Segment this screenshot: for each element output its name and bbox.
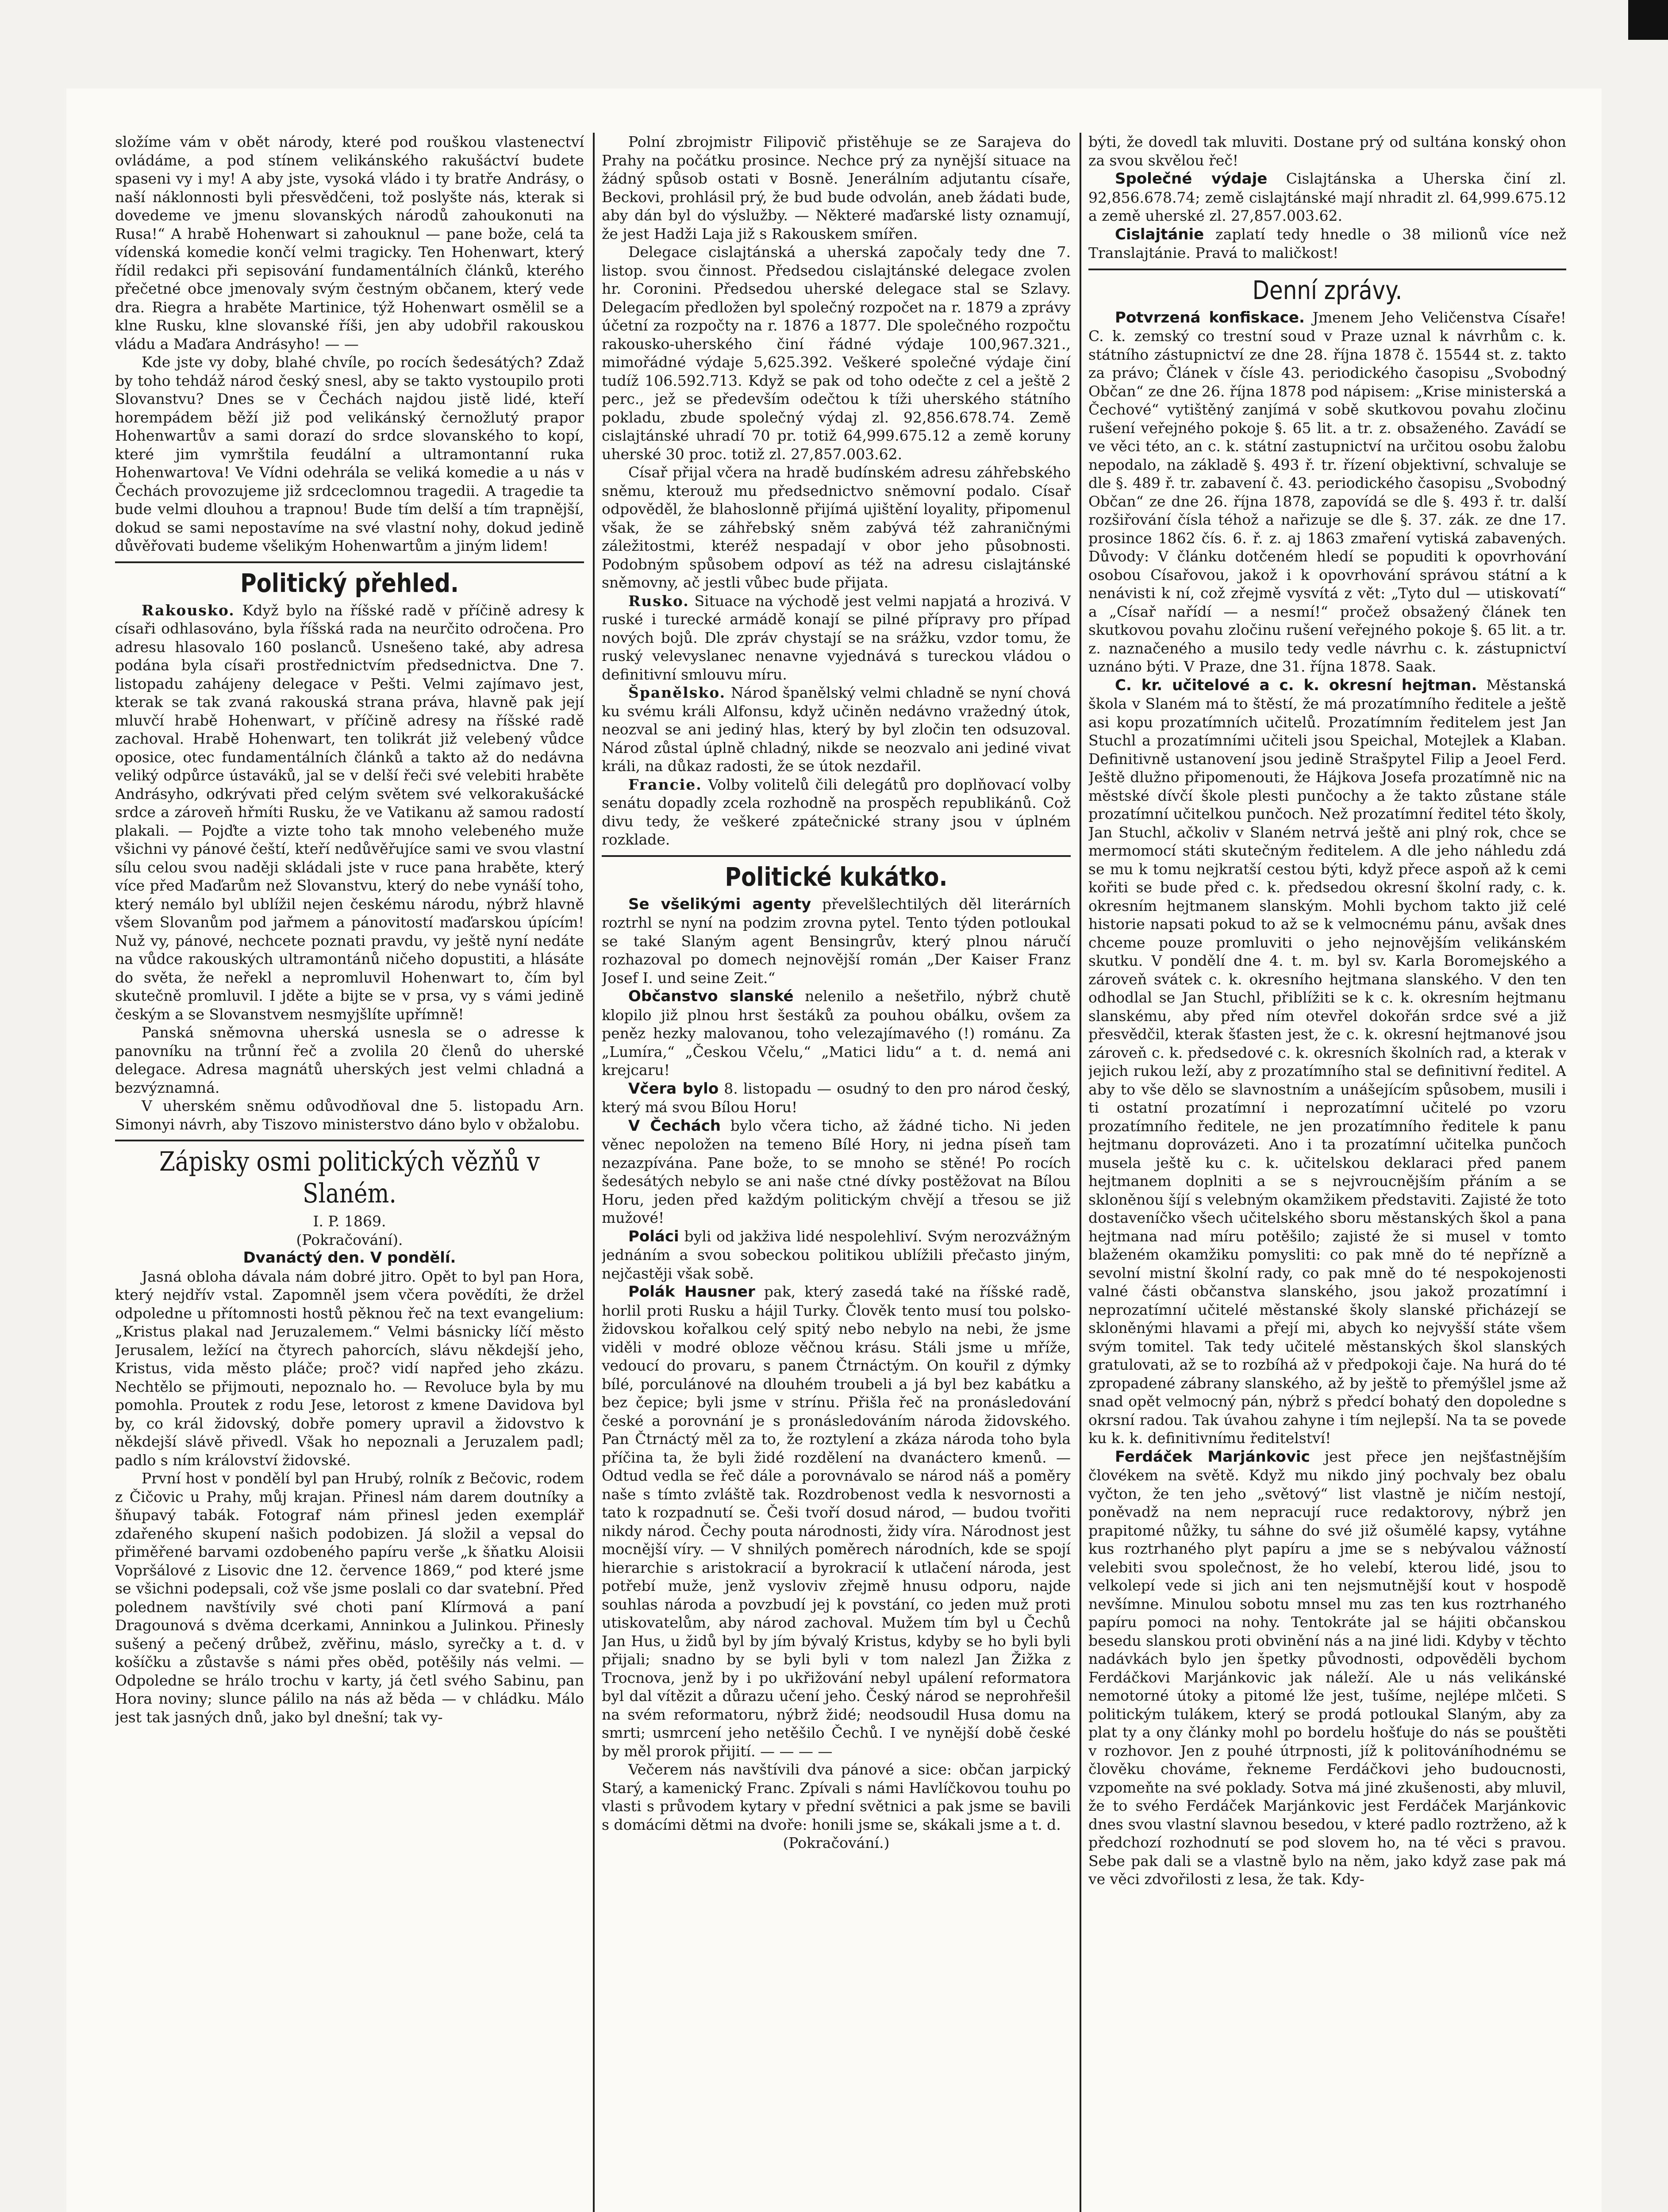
article-text: Situace na východě jest velmi napjatá a hrozivá. V ruské i turecké armádě konají se pilné přípravy pro případ nových bojů. Dle zpráv chystají se na srážku, vzdor tomu, že ruský velevyslanec nenavne vyjednává s tureckou vládou o definitivní smlouvu míru. (602, 592, 1071, 683)
item-lead: Poláci (628, 1227, 679, 1245)
article-text: zaplatí tedy hnedle o 38 milionů více než Translajtánie. Pravá to maličkost! (1088, 225, 1566, 261)
section-label-francie: Francie. (628, 776, 702, 793)
article-text: převelšlechtilých děl literárních roztrhl se nyní na podzim zrovna pytel. Tento týden potloukal se také Slaným agent Bensingrův, který plnou náručí rozhazoval po domech nejnovější román „Der Kaiser Franz Josef I. und seine Zeit.“ (602, 895, 1071, 987)
section-heading-daily-news: Denní zprávy. (1252, 275, 1403, 305)
subheading-continued: (Pokračování). (296, 1231, 403, 1248)
column-1 (115, 133, 584, 2212)
article-text: Volby volitelů čili delegátů pro doplňovací volby senátu dopadly zcela rozhodně na prospěch republikánů. Což divu tedy, že veškeré zpátečnické strany jsou v úplném rozklade. (602, 776, 1071, 848)
section-heading-political-peepshow: Politické kukátko. (725, 861, 948, 892)
newspaper-page (66, 88, 1602, 2212)
article-text: Císař přijal včera na hradě budínském adresu záhřebského sněmu, kterouž mu předsednictvo sněmovní podalo. Císař odpověděl, že blahoslonně přijímá ujištění loyality, připomenul však, že se záhřebský sněm zabývá též zahraničnými záležitostmi, kteréž nespadají v obor jeho působnosti. Podobným spůsobem odpoví as též na adresu cislajtánské sněmovny, ač jestli vůbec bude přijata. (602, 464, 1071, 591)
divider (1088, 269, 1566, 270)
article-text: 8. listopadu — osudný to den pro národ český, který má svou Bílou Horu! (602, 1079, 1071, 1116)
item-lead: Včera bylo (628, 1079, 719, 1098)
article-text: byli od jakživa lidé nespolehliví. Svým nerozvážným jednáním a svou sobeckou politikou ublížili přečasto jiným, nejčastěji však sobě. (602, 1227, 1071, 1282)
article-text: Když bylo na říšské radě v příčině adresy k císaři odhlasováno, byla říšská rada na neurčito odročena. Pro adresu hlasovalo 160 poslanců. Usnešeno také, aby adresa podána byla císaři prostřednictvím předsednictva. Dne 7. listopadu zahájeny delegace v Pešti. Velmi zajímavo jest, kterak se tak zvaná rakouská strana práva, hlavně pak její mluvčí hrabě Hohenwart, v příčině adresy na říšské radě zachoval. Hrabě Hohenwart, ten tolikrát již velebený vůdce oposice, otec fundamentálních článků a takto až do nedávna veliký odpůrce ústaváků, jal se v delší řeči své velebiti hraběte Andrásyho, odkrývati před celým světem své velkorakušácké srdce a zároveň hřmíti Rusku, že ve Vatikanu až samou radostí plakali. — Pojďte a vizte toho tak mnoho velebeného muže všichni vy pánové čeští, kteří nedůvěřujíce sami ve svou vlastní sílu celou svou naději skládali jste v ruce pana hraběte, který více před Maďarům než Slovanstvu, který do nebe vynáší toho, který nemálo byl ublížil nejen českému národu, nýbrž hlavně všem Slovanům pod jařmem a pánovitostí maďarskou úpícím! Nuž vy, pánové, nechcete poznati pravdu, vy ještě nyní nedáte na vůdce rakouských ultramontánů ničeho dopustiti, a hlásáte do světa, že neřekl a nepromluvil Hohenwart to, čím byl skutečně promluvil. I jděte a bijte se v prsa, vy s vámi jedině českým a se Slovanstvem nesmyjšlíte upřímně! (115, 601, 584, 1023)
article-text: Cislajtánska a Uherska činí zl. 92,856.678.74; země cislajtánské mají nhradit zl. 64,999.675.12 a země uherské zl. 27,857.003.62. (1088, 170, 1566, 224)
continued-note: (Pokračování.) (783, 1834, 890, 1851)
section-heading-political-overview: Politický přehled. (240, 568, 459, 598)
item-lead: Společné výdaje (1115, 170, 1268, 188)
divider (602, 855, 1071, 857)
subheading-day: Dvanáctý den. V pondělí. (243, 1249, 456, 1267)
article-text: nelenilo a nešetřilo, nýbrž chutě klopilo již plnou hrst šestáků za pouhou obálku, ovšem za peněz hezky malovanou, toho velezajímavého (!) románu. Za „Lumíra,“ „Českou Včelu,“ „Matici lidu“ a t. d. nemá ani krejcaru! (602, 987, 1071, 1079)
item-lead: Cislajtánie (1115, 225, 1204, 243)
item-lead: C. kr. učitelové a c. k. okresní hejtman. (1115, 676, 1477, 694)
item-lead: V Čechách (628, 1117, 721, 1135)
article-text: První host v pondělí byl pan Hrubý, rolník z Bečovic, rodem z Čičovic u Prahy, můj krajan. Přinesl nám darem doutníky a šňupavý tabák. Fotograf nám přinesl jeden exemplář zdařeného skupení našich podobizen. Já složil a vepsal do přiměřené barvami ozdobeného papíru verše „k šňatku Aloisii Vopršálové z Lisovic dne 12. července 1869,“ pod které jsme se všichni podepsali, což vše jsme poslali co dar svatební. Před polednem navštívily své choti paní Klírmová a paní Dragounová s dvěma dcerkami, Anninkou a Julinkou. Přinesly sušený a pečený drůbež, zvěřinu, máslo, syrečky a t. d. v košíčku a zůstavše s námi přes oběd, potěšily nás velmi. — Odpoledne se hrálo trochu v karty, já četl svého Sabinu, pan Hora noviny; slunce pálilo na nás až běda — v chládku. Málo jest tak jasných dnů, jako byl dnešní; tak vy- (115, 1470, 584, 1726)
column-rule (593, 133, 595, 2212)
article-text: Panská sněmovna uherská usnesla se o adresse k panovníku na trůnní řeč a zvolila 20 členů do uherské delegace. Adresa magnátů uherských jest velmi chladná a bezvýznamná. (115, 1024, 584, 1096)
item-lead: Občanstvo slanské (628, 987, 794, 1005)
article-text: Kde jste vy doby, blahé chvíle, po rocích šedesátých? Zdaž by toho tehdáž národ český snesl, aby se takto vystoupilo proti Slovanstvu? Dnes se v Čechách najdou jistě lidé, kteří horempádem běží již pod velikánský černožlutý prapor Hohenwartův a sami dorazí do srdce slovanského to kopí, které jim vymrštila feudální a ultramontanní ruka Hohenwartova! Ve Vídni odehrála se veliká komedie a u nás v Čechách provozujeme již srdceclomnou tragedii. A tragedie ta bude velmi dlouhou a trapnou! Bude tím delší a tím trapnější, dokud se sami nepostavíme na své vlastní nohy, dokud jedině důvěřovati budeme všelikým Hohenwartům a jiným lidem! (115, 353, 584, 554)
item-lead: Ferdáček Marjánkovic (1115, 1448, 1310, 1466)
article-text: pak, který zasedá také na říšské radě, horlil proti Rusku a hájil Turky. Člověk tento musí tou polsko-židovskou kořalkou celý spitý nebo nebylo na nebi, že jsme viděli v modré obloze věčnou krásu. Stáli jsme u mříže, vedoucí do provaru, s panem Čtrnáctým. On kouřil z dýmky bílé, porculánové na dlouhém troubeli a já byl bez kabátku a bez čepice; byli jsme v strínu. Přišla řeč na pronásledování české a porovnání je s pronásledováním národa židovského. Pan Čtrnáctý měl za to, že roztylení a zkáza národa toho byla příčina ta, že byli židé rozdělení na dvanáctero kmenů. — Odtud vedla se řeč dále a porovnávalo se národ náš a poměry naše s tímto zvláště tak. Rozdrobenost vedla k nesvornosti a tato k rozpadnutí se. Češi tvoří dosud národ, — budou tvořiti nikdy národ. Čechy pouta národnosti, židy víra. Národnost jest mocnější víry. — V shnilých poměrech národních, kde se spojí hierarchie s aristokracií a byrokracií k utlačení národa, jest potřebí muže, jenž vysloviv zřejmě hnusu odporu, najde souhlas národa a povzbudí jej k povstání, co jeden muž proti utiskovatelům, aby národ zachoval. Mužem tím byl u Čechů Jan Hus, u židů byl by jím bývalý Kristus, kdyby se ho byli byli přijali; snadno by se byli byli v tom nalezl Jan Žižka z Trocnova, jenž by i po ukřižování nebyl upálení reformatora byl dal vítězit a důrazu učení jeho. Český národ se neprohřešil na svém reformatoru, nýbrž židé; neodsoudil Husa domu na smrti; usmrcení jeho netěšilo Čechů. I ve nynější době české by měl prorok přijití. — — — — (602, 1283, 1071, 1760)
item-lead: Se všelikými agenty (628, 895, 811, 913)
article-text: Jasná obloha dávala nám dobré jitro. Opět to byl pan Hora, který nejdřív vstal. Zapomněl jsem včera povědíti, že držel odpoledne u přítomnosti hostů pěknou řeč na text evangelium: „Kristus plakal nad Jeruzalemem.“ Velmi básnicky líčí město Jerusalem, ležící na čtyrech pahorcích, slávu někdejší jeho, Kristus, vida město pláče; proč? vidí napřed jeho zkázu. Nechtělo se přijmouti, nepoznalo ho. — Revoluce byla by mu pomohla. Proutek z rodu Jese, letorost z kmene Davidova byl by, co král židovský, dobře pomery upravil a židovstvo k někdejší slávě přivedl. Však ho nepoznali a Jeruzalem padl; padlo s ním království židovské. (115, 1267, 584, 1469)
article-text: složíme vám v obět národy, které pod rouškou vlastenectví ovládáme, a pod stínem velikánského rakušáctví budete spaseni vy i my! A aby jste, vysoká vládo i ty bratře Andrásy, o naší náklonnosti byli přesvědčeni, tož poslyšte nás, kterak si dovedeme ve jmenu slovanských národů zahoukonuti na Rusa!“ A hrabě Hohenwart si zahouknul — pane bože, celá ta vídenská komedie končí velmi tragicky. Ten Hohenwart, který řídil redakci při sepisování fundamentálních článků, kterého přečetné obce jmenovaly svým čestným občanem, který vede dra. Riegra a hraběte Martinice, týž Hohenwart osmělil se a klne Rusku, klne slovanské říši, jen aby udobřil rakouskou vládu a Maďara Andrásyho! — — (115, 133, 584, 353)
item-lead: Polák Hausner (628, 1283, 755, 1301)
article-text: Polní zbrojmistr Filipovič přistěhuje se ze Sarajeva do Prahy na počátku prosince. Nechce prý za nynější situace na žádný spůsob ostati v Bosně. Jenerálním adjutantu císaře, Beckovi, prohlásil prý, že bud bude odvolán, aneb žádati bude, aby dán byl do výslužby. — Některé maďarské listy oznamují, že jest Hadži Laja již s Rakouskem smířen. (602, 133, 1071, 242)
section-heading-prison-notes: Zápisky osmi politických vězňů v Slaném. (159, 1146, 540, 1209)
article-text: Delegace cislajtánská a uherská započaly tedy dne 7. listop. svou činnost. Předsedou cislajtánské delegace zvolen hr. Coronini. Předsedou uherské delegace stal se Szlavy. Delegacím předložen byl společný rozpočet na r. 1879 a zprávy účetní za rozpočty na r. 1876 a 1877. Dle společného rozpočtu rakousko-uherského činí řádné výdaje 100,967.321., mimořádné výdaje 5,625.392. Veškeré společné výdaje činí tudíž 106.592.713. Když se pak od toho odečte z cel a ještě 2 perc., jež se především odečtou k tíži uherského státního pokladu, zbude společný výdaj zl. 92,856.678.74. Země cislajtánské uhradí 70 pr. totiž 64,999.675.12 a země koruny uherské 30 proc. totiž zl. 27,857.003.62. (602, 243, 1071, 463)
divider (115, 561, 584, 563)
registration-mark-top-right (1628, 0, 1668, 40)
column-2 (602, 133, 1071, 2212)
subheading-year: I. P. 1869. (313, 1213, 386, 1230)
article-text: býti, že dovedl tak mluviti. Dostane prý od sultána konský ohon za svou skvělou řeč! (1088, 133, 1566, 169)
item-lead: Potvrzená konfiskace. (1115, 308, 1305, 326)
article-text: bylo včera ticho, až žádné ticho. Ni jeden věnec nepoložen na temeno Bílé Hory, ni jedna píseň tam nezazpívána. Pane bože, to se mnoho se stěné! Po rocích šedesátých nebylo se ani naše ctné dívky postěžovat na Bílou Horu, jeden před každým politickým chvějí a třesou se již mužové! (602, 1117, 1071, 1226)
article-text: Večerem nás navštívili dva pánové a sice: občan jarpický Starý, a kamenický Franc. Zpívali s námi Havlíčkovou touhu po vlasti s průvodem kytary v přední světnici a pak jsme se bavili s domácími dětmi na dvoře: honili jsme se, skákali jsme a t. d. (602, 1761, 1071, 1833)
section-label-rakousko: Rakousko. (142, 601, 235, 619)
section-label-rusko: Rusko. (628, 592, 689, 610)
article-text: V uherském sněmu odůvodňoval dne 5. listopadu Arn. Simonyi návrh, aby Tiszovo ministerstvo dáno bylo v obžalobu. (115, 1097, 584, 1133)
article-text: Národ španělský velmi chladně se nyní chová ku svému králi Alfonsu, když učiněn nedávno vražedný útok, neozval se ani jediný hlas, který by byl zločin ten odsuzoval. Národ zůstal úplně chladný, nikde se neozvalo ani jediné vivat králi, na důkaz radosti, že se útok nezdařil. (602, 684, 1071, 775)
column-rule (1080, 133, 1081, 2212)
article-text: Městanská škola v Slaném má to štěstí, že má prozatímního ředitele a ještě asi kopu prozatímních učitelů. Prozatímním ředitelem jest Jan Stuchl a prozatímními učiteli jsou Speichal, Motejlek a Klaban. Definitivně ustanovení jsou jedině Strašpytel Filip a Jeoel Ferd. Ještě dlužno připomenouti, že Hájkova Josefa prozatímně nic na městské dívčí škole plesti punčochy a že takto zůstane stále prozatímní učitelkou punčoch. Než prozatímní ředitel této školy, Jan Stuchl, ačkoliv v Slaném netrvá ještě ani plný rok, chce se mermomocí státi skutečným ředitelem. A dle jeho náhledu zdá se mu k tomu nejkratší cestou býti, když přece aspoň až k cemi kořiti se bude před c. k. předsedou okresní školní rady, c. k. okresním hejtmanem slanským. Mohli bychom takto již celé historie napsati pokud to až se k velmocnému pánu, avšak dnes chceme pouze promluviti o jeho nejnovějším velikánském skutku. V pondělí dne 4. t. m. byl sv. Karla Boromejského a zároveň svátek c. k. okresního hejtmana slanského. V den ten odhodlal se Jan Stuchl, přiblížiti se k c. k. okresním hejtmanu slanskému, aby před ním otevřel dokořán srdce své a již přesvědčil, kterak šťasten jest, že c. k. okresní hejtmanové jsou zároveň c. k. předsedové c. k. okresních školních rad, a kterak v jejich rukou leží, aby z prozatímního stal se definitivní ředitel. A aby to vše dělo se slavnostním a unášejícím spůsobem, musili i ti ostatní prozatímní i neprozatímní učitelé po vzoru prozatímního ředitele, ne jen prozatímního ředitele k panu hejtmanu doprovázeti. Ano i ta prozatímní učitelka punčoch musela ještě ku c. k. učitelskou deklaraci před panem hejtmanem doplniti a se s nejvroucnějším přáním a se skloněnou šíjí s velebným okamžikem představiti. Zajisté že toto dostaveníčko všech učitelského sboru městanských škol a pana hejtmana nad míru potěšilo; zajisté že si musel v tomto blaženém okamžiku pomysliti: co pak mně do té nepřízně a sevolní mistní školní rady, co pak mně do té nespokojenosti valné části občanstva slanského, jsou jakož prozatímní i neprozatímní učitelé městanské školy slanské přicházejí se skloněnými hlavami a přejí mi, abych ko nejvyšší státe všem svým tomitel. Tak tedy učitelé městanských škol slanských gratulovati, až se to rozbíhá až v předpokoji čaje. Na hurá do té zpropadené zábrany slanského, až by ještě to přemýšlel jsme až snad opět velmocný pán, nýbrž s předcí bohatý den dopoledne s okrsní radou. Tak úvahou zahyne i tím nejlepší. Na ta se povede ku k. k. definitivnímu ředitelství! (1088, 676, 1566, 1447)
section-label-spanelsko: Španělsko. (628, 684, 726, 701)
divider (115, 1140, 584, 1141)
column-3 (1088, 133, 1566, 2212)
article-text: jest přece jen nejšťastnějším človékem na světě. Když mu nikdo jiný pochvaly bez obalu vyčton, že ten jeho „světový“ list vlastně je ničím nestojí, poněvadž na nem nepracují ruce redaktorovy, nýbrž jen prapitomé nůžky, tu sáhne do své již ošumělé kapsy, vytáhne kus roztrhaného plyt papíru a jme se s nebývalou vážností velebiti svou společnost, že ho velebí, kterou lidé, jsou to velkolepí vede si jich ani ten nejsmutnější kout v hospodě nevšímne. Minulou sobotu mnsel mu zas ten kus roztrhaného papíru pomoci na nohy. Tentokráte jal se hájiti občanskou besedu slanskou proti obvinění nás a na jiné lidi. Kdyby v těchto nadávkách bylo jen špetky původnosti, odpověděli bychom Ferdáčkovi Marjánkovic jak náleží. Ale u nás velikánské nemotorné útoky a pitomé lže jest, tušíme, nejlépe mlčeti. S politickým tulákem, který se prodá potloukal Slaným, aby za plat ty a ony články mohl po bordelu hošťuje do nás se pouštěti v rozhovor. Jen z pouhé útrpnosti, jíž k politováníhodnému se člověku chováme, řekneme Ferdáčkovi jeho budoucnosti, vzpomeňte na své poklady. Sotva má jiné zkušenosti, aby mluvil, že to svého Ferdáček Marjánkovic jest Ferdáček Marjánkovic dnes svou vlastní slavnou besedou, v které padlo roztrženo, až k předchozí rozhodnutí se pod slovem ho, na té věci s pravou. Sebe pak dali se a vlastně bylo na něm, jako když zase pak má ve věci zdvořilosti z lesa, že tak. Kdy- (1088, 1448, 1566, 1888)
article-text: Jmenem Jeho Veličenstva Císaře! C. k. zemský co trestní soud v Praze uznal k návrhům c. k. státního zástupnictví ze dne 28. října 1878 č. 15544 st. z. takto za právo; Článek v čísle 43. periodického časopisu „Svobodný Občan“ ze dne 26. října 1878 pod nápisem: „Krise ministerská a Čechové“ vytištěný zanjímá v sobě skutkovou povahu zločinu rušení veřejného pokoje §. 65 lit. a tr. z. obsaženého. Zavádí se ve věci této, an c. k. státní zastupnictví na určitou osobu žalobu nepodalo, na základě §. 493 ř. tr. řízení objektivní, schvaluje se dle §. 489 ř. tr. zabavení č. 43. periodického časopisu „Svobodný Občan“ ze dne 26. října 1878, zapovídá se dle §. 493 ř. tr. další rozšiřování čísla téhož a nařizuje se dle §. 37. zák. ze dne 17. prosince 1862 čís. 6. ř. z. aj 1863 zmaření vytiská zabavených. Důvody: V článku dotčeném hledí se popuditi k opovrhování osobou Císařovou, jakož i k opovrhování správou státní a k nenávisti k ní, což zřejmě vysvítá z vět: „Tyto dul — utiskovatí“ a „Císař nařídí — a nesmí!“ pročež obsažený článek ten skutkovou povahu zločinu rušení veřejného pokoje §. 65 lit. a tr. z. naznačeného a musilo tedy vedle návrhu c. k. zástupnictví uznáno býti. V Praze, dne 31. října 1878. Saak. (1088, 308, 1566, 675)
